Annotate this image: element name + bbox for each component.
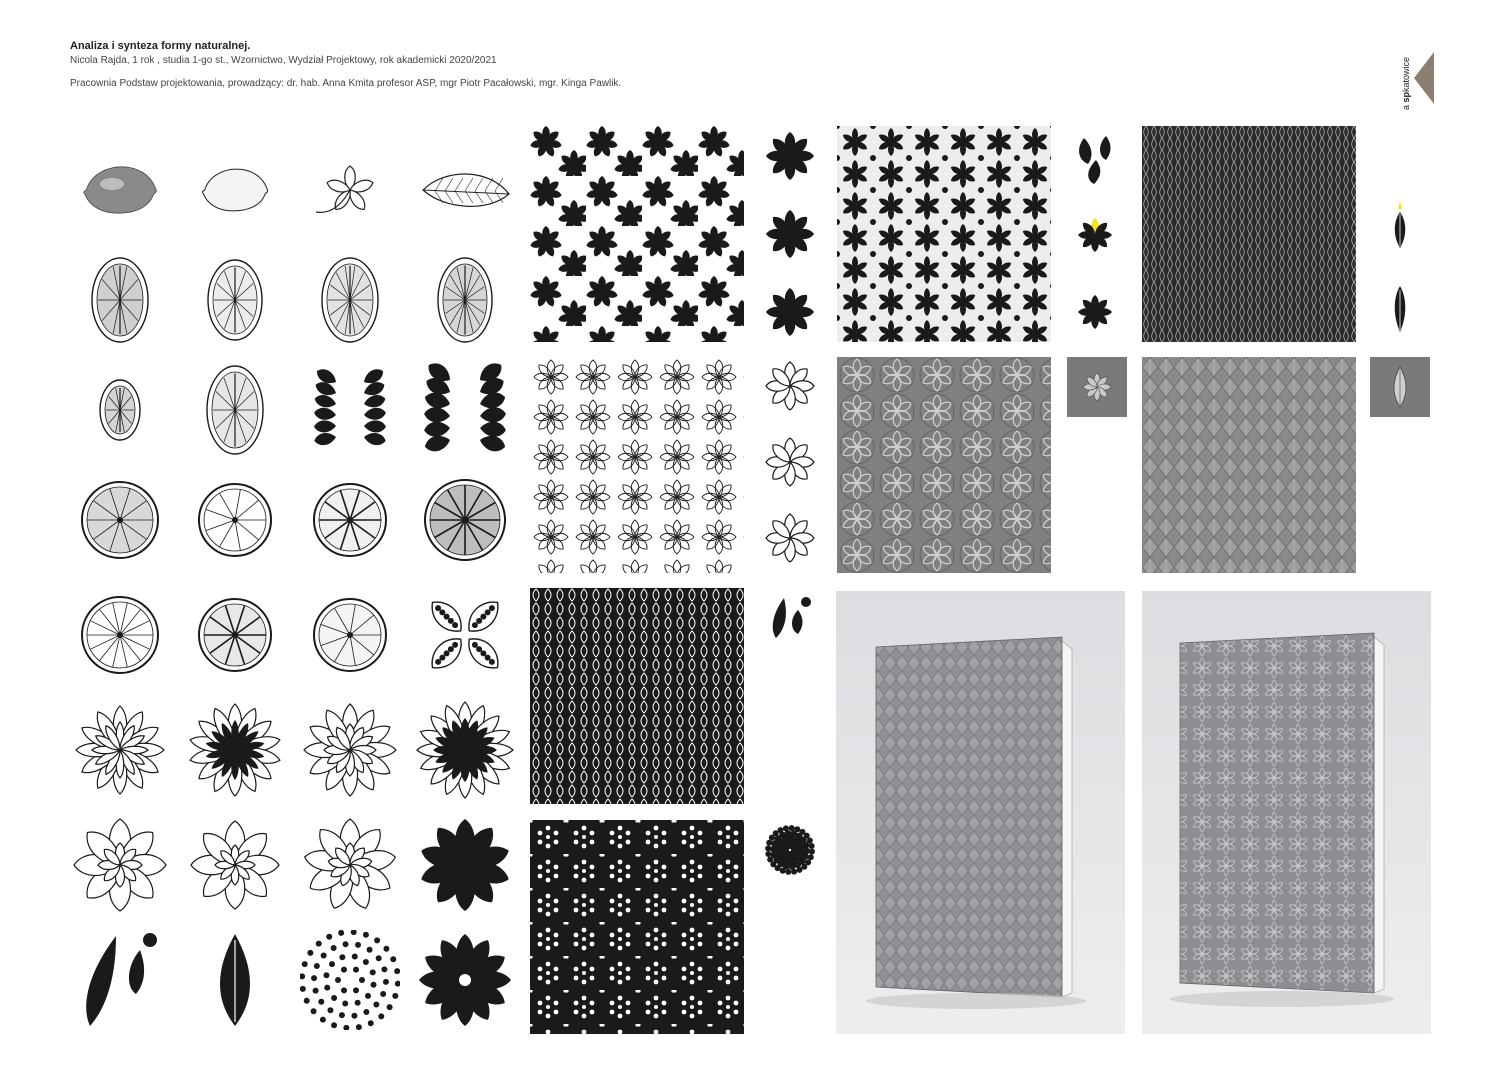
gray-diamond-pattern-icon [1142, 357, 1356, 573]
drop-motif [1070, 130, 1120, 184]
slice-lines-icon [70, 585, 170, 685]
flower-pattern-sparse-icon [530, 126, 744, 342]
motif-cell [762, 822, 818, 878]
gray-diamond-pattern-panel [1142, 357, 1356, 573]
leaf-pattern-dense-icon [530, 588, 744, 804]
study-cell [70, 585, 170, 685]
study-cell [185, 140, 285, 240]
dark-leaf-pattern-panel [1142, 126, 1356, 342]
rosette-open-icon [300, 700, 400, 800]
study-cell [415, 585, 515, 685]
gray-flower-pattern-panel [837, 357, 1051, 573]
leaf-black-icon [1385, 282, 1415, 338]
motif-dots-icon [762, 822, 818, 878]
section-silhouette-icon [300, 360, 400, 460]
study-cell [70, 470, 170, 570]
motif-flower-2-icon [762, 206, 818, 262]
gray-flower-tile [1067, 357, 1127, 417]
motif-flower-1-icon [762, 128, 818, 184]
study-cell [185, 585, 285, 685]
study-cell [185, 250, 285, 350]
motif-outline-2-icon [762, 434, 818, 490]
embossed-leaf-icon [1370, 357, 1430, 417]
logo-triangle-icon [1414, 52, 1434, 104]
page-subtitle: Nicola Rajda, 1 rok , studia 1-go st., Wzornictwo, Wydział Projektowy, rok akademicki 2020/2021 [70, 55, 497, 66]
black-flower-motif [1070, 285, 1120, 339]
study-cell [300, 930, 400, 1030]
slice-dense-icon [415, 470, 515, 570]
leaf-yellow-accent-icon [1385, 200, 1415, 256]
dark-flower-pattern-icon [837, 126, 1051, 342]
lemon-leaf-icon [415, 140, 515, 240]
study-cell [185, 815, 285, 915]
slice-dots-icon [300, 585, 400, 685]
flower-outline-2-icon [185, 815, 285, 915]
page-credits: Pracownia Podstaw projektowania, prowadzący: dr. hab. Anna Kmita profesor ASP, mgr Piotr Pacałowski, mgr. Kinga Pawlik. [70, 78, 622, 89]
study-cell [185, 700, 285, 800]
flower-outline-3-icon [300, 815, 400, 915]
flower-yellow-accent-icon [1070, 205, 1120, 259]
flower-outline-icon [70, 815, 170, 915]
flower-pattern-outline-panel [530, 357, 744, 573]
section-sketch-icon [185, 360, 285, 460]
motif-outline-3-icon [762, 510, 818, 566]
slice-outline-icon [185, 470, 285, 570]
study-cell [415, 140, 515, 240]
embossed-flower-icon [1067, 357, 1127, 417]
book-mockup-flower [1142, 591, 1431, 1034]
motif-cell [762, 206, 818, 262]
leaf-drops-icon [185, 930, 285, 1030]
study-cell [300, 470, 400, 570]
study-cell [415, 250, 515, 350]
slice-ink-icon [300, 470, 400, 570]
study-cell [70, 140, 170, 240]
study-cell [415, 815, 515, 915]
lemon-photo-icon [70, 140, 170, 240]
motif-cell [762, 434, 818, 490]
flower-pattern-lace-icon [530, 820, 744, 1034]
lemon-section-photo-icon [70, 250, 170, 350]
slice-photo-icon [70, 470, 170, 570]
study-cell [300, 360, 400, 460]
study-cell [300, 815, 400, 915]
book-flower-icon [1142, 591, 1431, 1034]
rosette-lines-icon [185, 700, 285, 800]
study-cell [415, 470, 515, 570]
motif-cell [762, 284, 818, 340]
rosette-outline-icon [70, 700, 170, 800]
motif-flower-3-icon [762, 284, 818, 340]
yellow-flower-motif [1070, 205, 1120, 259]
study-cell [300, 700, 400, 800]
lemon-section-ink-icon [415, 250, 515, 350]
flower-solid-icon [415, 815, 515, 915]
study-cell [185, 470, 285, 570]
flower-pattern-sparse-panel [530, 126, 744, 342]
section-silhouette-bold-icon [415, 360, 515, 460]
study-cell [415, 930, 515, 1030]
lemon-outline-icon [185, 140, 285, 240]
logo-text: a spkatowice [1401, 56, 1411, 110]
lemon-section-lines-icon [300, 250, 400, 350]
dotted-rosette-icon [300, 930, 400, 1030]
lemon-blossom-icon [300, 140, 400, 240]
study-cell [415, 700, 515, 800]
rosette-dense-icon [415, 700, 515, 800]
page-title: Analiza i synteza formy naturalnej. [70, 40, 251, 52]
slice-ink-2-icon [185, 585, 285, 685]
study-cell [185, 930, 285, 1030]
flower-pattern-lace-panel [530, 820, 744, 1034]
leaf-yellow-motif [1385, 200, 1415, 256]
gray-flower-pattern-icon [837, 357, 1051, 573]
study-cell [70, 930, 170, 1030]
study-cell [70, 815, 170, 915]
flower-pattern-outline-icon [530, 357, 744, 573]
solid-rosette-icon [415, 930, 515, 1030]
motif-cell [762, 128, 818, 184]
dark-flower-pattern-panel [837, 126, 1051, 342]
motif-drops-icon [762, 590, 818, 646]
drops-icon [70, 930, 170, 1030]
study-cell [300, 585, 400, 685]
book-mockup-diamond [836, 591, 1125, 1034]
lemon-section-drawing-icon [185, 250, 285, 350]
motif-cell [762, 358, 818, 414]
study-cell [185, 360, 285, 460]
study-cell [70, 360, 170, 460]
book-diamond-icon [836, 591, 1125, 1034]
motif-cell [762, 590, 818, 646]
motif-cell [762, 510, 818, 566]
study-cell [300, 140, 400, 240]
flower-solid-motif-icon [1070, 285, 1120, 339]
study-cell [415, 360, 515, 460]
study-cell [70, 700, 170, 800]
study-cell [70, 250, 170, 350]
motif-outline-1-icon [762, 358, 818, 414]
leaf-black-motif [1385, 282, 1415, 338]
asp-logo [1400, 46, 1434, 110]
study-cell [300, 250, 400, 350]
leaf-pattern-dense-panel [530, 588, 744, 804]
segments-icon [415, 585, 515, 685]
small-section-icon [70, 360, 170, 460]
drops-motif-icon [1070, 130, 1120, 184]
gray-leaf-tile [1370, 357, 1430, 417]
header [70, 40, 970, 89]
dark-leaf-pattern-icon [1142, 126, 1356, 342]
